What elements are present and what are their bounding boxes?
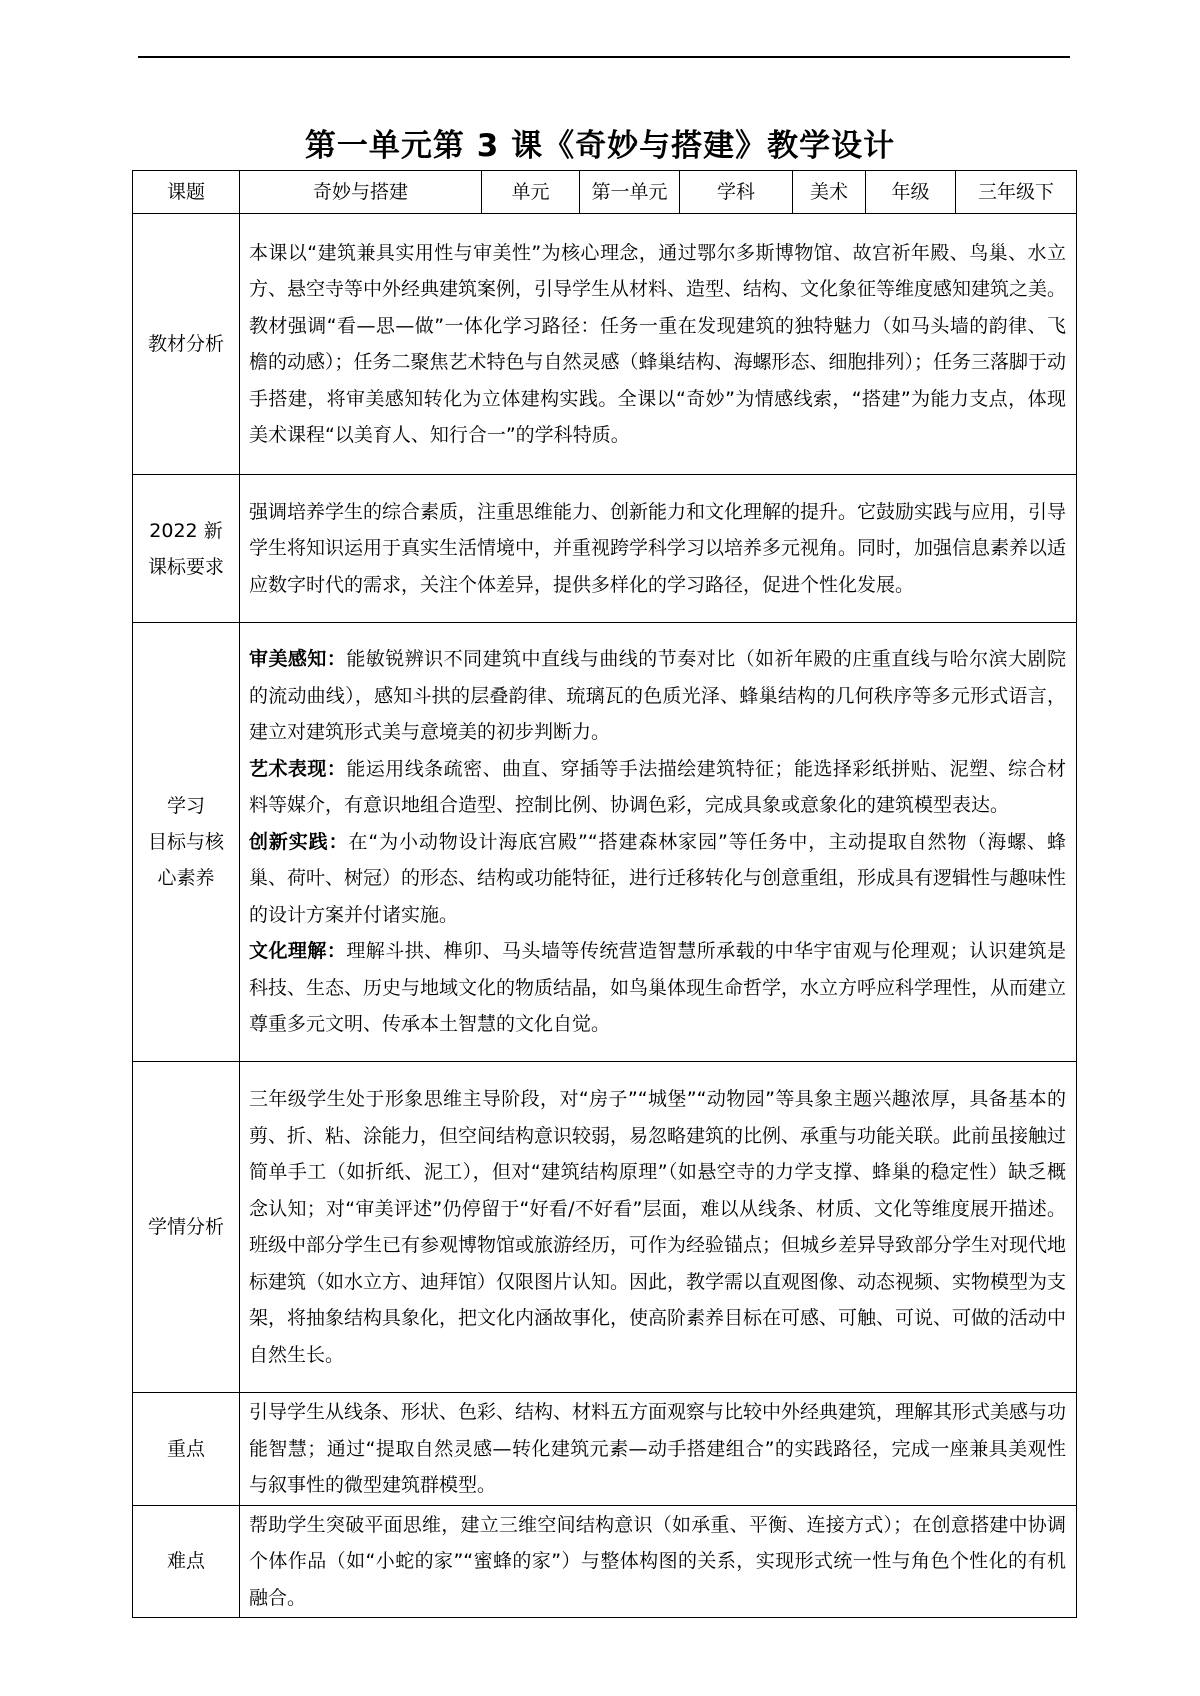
curriculum-standard-row [133, 475, 1077, 623]
material-analysis-text: 本课以“建筑兼具实用性与审美性”为核心理念，通过鄂尔多斯博物馆、故宫祈年殿、鸟巢、水立方、悬空寺等中外经典建筑案例，引导学生从材料、造型、结构、文化象征等维度感知建筑之美。教材强调“看—思—做”一体化学习路径：任务一重在发现建筑的独特魅力（如马头墙的韵律、飞檐的动感）；任务二聚焦艺术特色与自然灵感（蜂巢结构、海螺形态、细胞排列）；任务三落脚于动手搭建，将审美感知转化为立体建构实践。全课以“奇妙”为情感线索，“搭建”为能力支点，体现美术课程“以美育人、知行合一”的学科特质。 [249, 241, 1067, 446]
difficulties-content [240, 1505, 1077, 1618]
course-label: 课题 [133, 171, 240, 214]
goal-title: 艺术表现： [249, 757, 347, 780]
key-points-row [133, 1393, 1077, 1506]
curriculum-standard-content [240, 475, 1077, 623]
goal-cultural-understanding [249, 933, 1066, 1043]
learning-goals-label-line2: 目标与核 [147, 831, 224, 853]
goal-creative-practice [249, 824, 1066, 934]
lesson-plan-table [132, 170, 1077, 1618]
key-points-label [133, 1393, 240, 1506]
header-row [133, 171, 1077, 214]
material-analysis-row [133, 214, 1077, 475]
difficulties-row [133, 1505, 1077, 1618]
learning-goals-label-line1: 学习 [166, 795, 205, 817]
learning-goals-row [133, 623, 1077, 1062]
curriculum-standard-label-line2: 课标要求 [147, 555, 224, 578]
header-rule [138, 56, 1070, 58]
student-analysis-label-text: 学情分析 [147, 1216, 224, 1238]
goal-text: 理解斗拱、榫卯、马头墙等传统营造智慧所承载的中华宇宙观与伦理观；认识建筑是科技、生态、历史与地域文化的物质结晶，如鸟巢体现生命哲学，水立方呼应科学理性，从而建立尊重多元文明、传承本土智慧的文化自觉。 [249, 940, 1067, 1036]
student-analysis-row [133, 1062, 1077, 1393]
goal-title: 创新实践： [249, 830, 349, 853]
key-points-text: 引导学生从线条、形状、色彩、结构、材料五方面观察与比较中外经典建筑，理解其形式美感与功能智慧；通过“提取自然灵感—转化建筑元素—动手搭建组合”的实践路径，完成一座兼具美观性与叙事性的微型建筑群模型。 [249, 1401, 1067, 1496]
unit-label: 单元 [482, 171, 580, 214]
difficulties-text: 帮助学生突破平面思维，建立三维空间结构意识（如承重、平衡、连接方式）；在创意搭建中协调个体作品（如“小蛇的家”“蜜蜂的家”）与整体构图的关系，实现形式统一性与角色个性化的有机融合。 [249, 1513, 1066, 1609]
goal-text: 在“为小动物设计海底宫殿”“搭建森林家园”等任务中，主动提取自然物（海螺、蜂巢、荷叶、树冠）的形态、结构或功能特征，进行迁移转化与创意重组，形成具有逻辑性与趣味性的设计方案并付诸实施。 [249, 830, 1067, 926]
key-points-label-text: 重点 [166, 1437, 205, 1460]
goal-title: 文化理解： [249, 940, 347, 963]
curriculum-standard-text: 强调培养学生的综合素质，注重思维能力、创新能力和文化理解的提升。它鼓励实践与应用，引导学生将知识运用于真实生活情境中，并重视跨学科学习以培养多元视角。同时，加强信息素养以适应数字时代的需求，关注个体差异，提供多样化的学习路径，促进个性化发展。 [249, 500, 1067, 596]
difficulties-label-text: 难点 [166, 1550, 205, 1573]
material-analysis-label [133, 214, 240, 475]
key-points-content [240, 1393, 1077, 1506]
subject-label: 学科 [680, 171, 793, 214]
student-analysis-label [133, 1062, 240, 1393]
goal-title: 审美感知： [249, 648, 347, 671]
goal-text: 能运用线条疏密、曲直、穿插等手法描绘建筑特征；能选择彩纸拼贴、泥塑、综合材料等媒介，有意识地组合造型、控制比例、协调色彩，完成具象或意象化的建筑模型表达。 [249, 757, 1066, 817]
student-analysis-content [240, 1062, 1077, 1393]
course-value: 奇妙与搭建 [240, 171, 482, 214]
learning-goals-content [240, 623, 1077, 1062]
learning-goals-label [133, 623, 240, 1062]
goal-artistic-expression [249, 751, 1066, 824]
student-analysis-text: 三年级学生处于形象思维主导阶段，对“房子”“城堡”“动物园”等具象主题兴趣浓厚，具备基本的剪、折、粘、涂能力，但空间结构意识较弱，易忽略建筑的比例、承重与功能关联。此前虽接触过简单手工（如折纸、泥工），但对“建筑结构原理”（如悬空寺的力学支撑、蜂巢的稳定性）缺乏概念认知；对“审美评述”仍停留于“好看/不好看”层面，难以从线条、材质、文化等维度展开描述。班级中部分学生已有参观博物馆或旅游经历，可作为经验锚点；但城乡差异导致部分学生对现代地标建筑（如水立方、迪拜馆）仅限图片认知。因此，教学需以直观图像、动态视频、实物模型为支架，将抽象结构具象化，把文化内涵故事化，使高阶素养目标在可感、可触、可说、可做的活动中自然生长。 [249, 1088, 1067, 1366]
learning-goals-label-line3: 心素养 [157, 867, 215, 889]
goal-text: 能敏锐辨识不同建筑中直线与曲线的节奏对比（如祈年殿的庄重直线与哈尔滨大剧院的流动曲线），感知斗拱的层叠韵律、琉璃瓦的色质光泽、蜂巢结构的几何秩序等多元形式语言，建立对建筑形式美与意境美的初步判断力。 [249, 648, 1066, 744]
unit-value: 第一单元 [580, 171, 680, 214]
grade-value: 三年级下 [956, 171, 1077, 214]
difficulties-label [133, 1505, 240, 1618]
material-analysis-label-text: 教材分析 [147, 333, 224, 355]
document-title: 第一单元第 3 课《奇妙与搭建》教学设计 [304, 128, 896, 164]
goal-aesthetic-perception [249, 641, 1066, 751]
subject-value: 美术 [793, 171, 866, 214]
curriculum-standard-label [133, 475, 240, 623]
material-analysis-content [240, 214, 1077, 475]
grade-label: 年级 [866, 171, 956, 214]
curriculum-standard-label-line1: 2022 新 [149, 519, 223, 542]
